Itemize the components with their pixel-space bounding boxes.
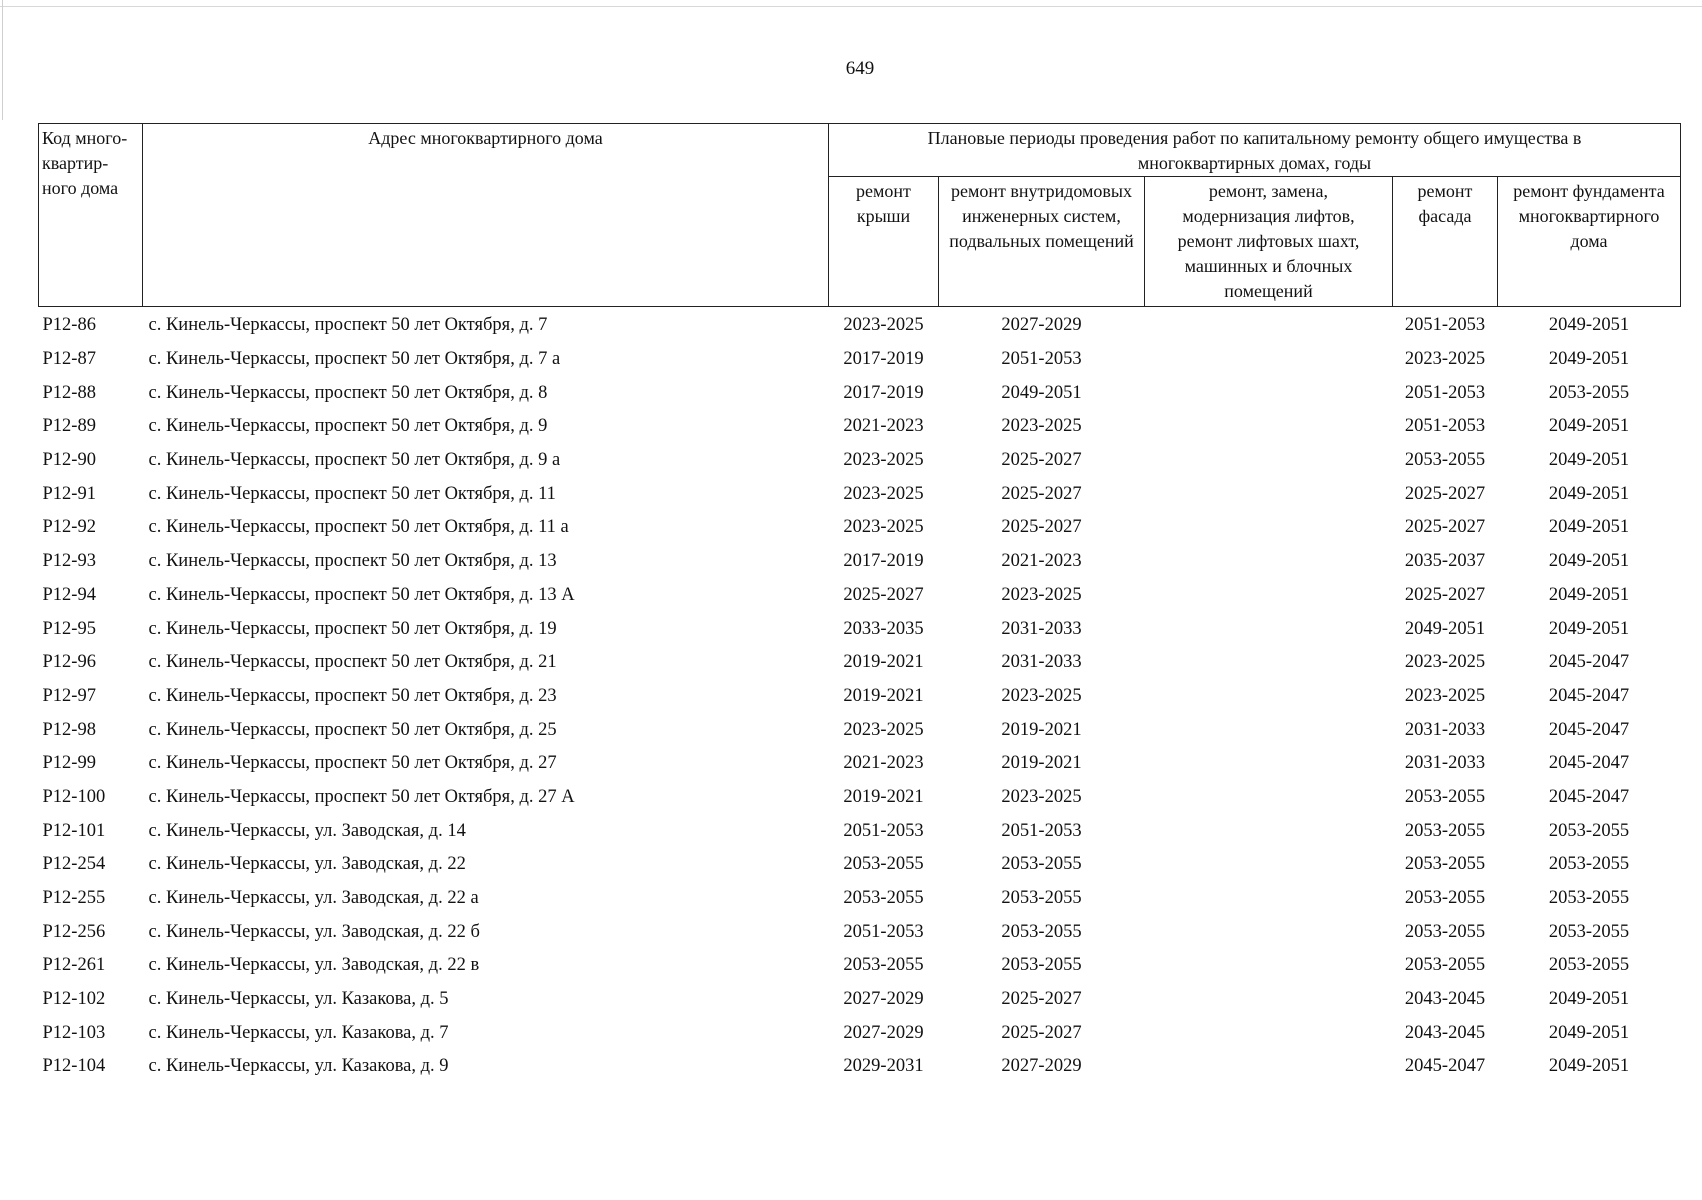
table-row (39, 376, 1681, 410)
cell-address: с. Кинель-Черкассы, ул. Заводская, д. 22 а (148, 888, 479, 909)
cell-foundation: 2049-2051 (1548, 416, 1630, 437)
cell-engineering: 2025-2027 (1001, 483, 1082, 504)
cell-foundation: 2049-2051 (1548, 1022, 1630, 1043)
table-row (39, 848, 1681, 882)
cell-address: с. Кинель-Черкассы, проспект 50 лет Октября, д. 13 А (148, 584, 575, 605)
cell-facade: 2051-2053 (1404, 315, 1486, 336)
table-row (39, 915, 1681, 949)
table-row (39, 410, 1681, 444)
table-row (39, 511, 1681, 545)
cell-elevators (1145, 814, 1393, 848)
cell-facade: 2045-2047 (1404, 1056, 1486, 1077)
cell-roof: 2051-2053 (843, 820, 924, 841)
cell-code: Р12-90 (42, 450, 96, 471)
cell-address: с. Кинель-Черкассы, проспект 50 лет Октября, д. 25 (148, 719, 557, 740)
cell-foundation: 2049-2051 (1548, 1056, 1630, 1077)
cell-address: с. Кинель-Черкассы, проспект 50 лет Октября, д. 11 (148, 483, 556, 504)
cell-engineering: 2027-2029 (1001, 1056, 1082, 1077)
cell-roof: 2053-2055 (843, 854, 924, 875)
cell-code: Р12-86 (42, 315, 96, 336)
cell-engineering: 2053-2055 (1001, 854, 1082, 875)
cell-roof: 2023-2025 (843, 315, 924, 336)
cell-roof: 2017-2019 (843, 382, 924, 403)
cell-facade: 2053-2055 (1404, 786, 1486, 807)
cell-roof: 2029-2031 (843, 1056, 924, 1077)
cell-elevators (1145, 444, 1393, 478)
cell-foundation: 2045-2047 (1548, 685, 1630, 706)
cell-foundation: 2045-2047 (1548, 652, 1630, 673)
cell-code: Р12-87 (42, 349, 96, 370)
header-address: Адрес многоквартирного дома (143, 124, 829, 307)
cell-elevators (1145, 545, 1393, 579)
cell-facade: 2031-2033 (1404, 719, 1486, 740)
cell-engineering: 2053-2055 (1001, 888, 1082, 909)
cell-facade: 2023-2025 (1404, 685, 1486, 706)
table-row (39, 612, 1681, 646)
cell-engineering: 2031-2033 (1001, 618, 1082, 639)
cell-foundation: 2049-2051 (1548, 989, 1630, 1010)
header-elevators: ремонт, замена, модернизация лифтов, ремонт лифтовых шахт, машинных и блочных помещений (1145, 177, 1393, 307)
cell-roof: 2023-2025 (843, 483, 924, 504)
cell-code: Р12-98 (42, 719, 96, 740)
table-row (39, 579, 1681, 613)
cell-code: Р12-93 (42, 551, 96, 572)
cell-foundation: 2049-2051 (1548, 618, 1630, 639)
page-number: 649 (845, 58, 875, 79)
table-row (39, 882, 1681, 916)
cell-foundation: 2053-2055 (1548, 921, 1630, 942)
cell-code: Р12-261 (42, 955, 106, 976)
cell-elevators (1145, 646, 1393, 680)
cell-roof: 2021-2023 (843, 416, 924, 437)
cell-code: Р12-97 (42, 685, 96, 706)
cell-address: с. Кинель-Черкассы, ул. Заводская, д. 22 в (148, 955, 480, 976)
cell-roof: 2027-2029 (843, 989, 924, 1010)
cell-code: Р12-256 (42, 921, 106, 942)
cell-engineering: 2025-2027 (1001, 450, 1082, 471)
cell-engineering: 2025-2027 (1001, 989, 1082, 1010)
cell-foundation: 2049-2051 (1548, 584, 1630, 605)
repair-schedule-table (38, 123, 1681, 1084)
cell-engineering: 2051-2053 (1001, 349, 1082, 370)
cell-address: с. Кинель-Черкассы, ул. Казакова, д. 9 (148, 1056, 449, 1077)
cell-engineering: 2053-2055 (1001, 921, 1082, 942)
cell-facade: 2049-2051 (1404, 618, 1486, 639)
table-row (39, 713, 1681, 747)
cell-elevators (1145, 612, 1393, 646)
cell-foundation: 2049-2051 (1548, 315, 1630, 336)
cell-foundation: 2045-2047 (1548, 786, 1630, 807)
header-code: Код много- квартир- ного дома (39, 124, 143, 307)
header-roof: ремонт крыши (829, 177, 939, 307)
cell-elevators (1145, 511, 1393, 545)
table-row (39, 307, 1681, 343)
cell-address: с. Кинель-Черкассы, ул. Казакова, д. 5 (148, 989, 449, 1010)
cell-engineering: 2051-2053 (1001, 820, 1082, 841)
cell-roof: 2027-2029 (843, 1022, 924, 1043)
cell-code: Р12-96 (42, 652, 96, 673)
cell-engineering: 2023-2025 (1001, 584, 1082, 605)
cell-engineering: 2027-2029 (1001, 315, 1082, 336)
cell-address: с. Кинель-Черкассы, проспект 50 лет Октября, д. 21 (148, 652, 557, 673)
cell-code: Р12-91 (42, 483, 96, 504)
cell-engineering: 2025-2027 (1001, 517, 1082, 538)
table-row (39, 444, 1681, 478)
cell-roof: 2019-2021 (843, 786, 924, 807)
cell-foundation: 2049-2051 (1548, 551, 1630, 572)
cell-code: Р12-102 (42, 989, 106, 1010)
header-facade: ремонт фасада (1393, 177, 1498, 307)
table-row (39, 680, 1681, 714)
table-row (39, 814, 1681, 848)
cell-engineering: 2021-2023 (1001, 551, 1082, 572)
cell-facade: 2025-2027 (1404, 517, 1486, 538)
cell-roof: 2033-2035 (843, 618, 924, 639)
table-row (39, 646, 1681, 680)
cell-code: Р12-101 (42, 820, 106, 841)
cell-elevators (1145, 848, 1393, 882)
cell-facade: 2051-2053 (1404, 382, 1486, 403)
header-periods-group: Плановые периоды проведения работ по капитальному ремонту общего имущества в многоквартирных домах, годы (829, 124, 1681, 177)
cell-code: Р12-89 (42, 416, 96, 437)
cell-facade: 2035-2037 (1404, 551, 1486, 572)
cell-code: Р12-88 (42, 382, 96, 403)
table-row (39, 1016, 1681, 1050)
cell-address: с. Кинель-Черкассы, проспект 50 лет Октября, д. 8 (148, 382, 548, 403)
cell-elevators (1145, 410, 1393, 444)
cell-facade: 2025-2027 (1404, 584, 1486, 605)
cell-roof: 2023-2025 (843, 517, 924, 538)
cell-address: с. Кинель-Черкассы, проспект 50 лет Октября, д. 7 (148, 315, 548, 336)
cell-code: Р12-95 (42, 618, 96, 639)
cell-code: Р12-104 (42, 1056, 106, 1077)
cell-elevators (1145, 1050, 1393, 1084)
cell-roof: 2053-2055 (843, 955, 924, 976)
cell-elevators (1145, 376, 1393, 410)
header-foundation: ремонт фундамента многоквартирного дома (1498, 177, 1681, 307)
table-body (39, 307, 1681, 1084)
table-row (39, 477, 1681, 511)
cell-code: Р12-100 (42, 786, 106, 807)
cell-facade: 2023-2025 (1404, 349, 1486, 370)
table-row (39, 1050, 1681, 1084)
header-engineering: ремонт внутридомовых инженерных систем, подвальных помещений (939, 177, 1145, 307)
scan-edge-line (0, 6, 1702, 7)
cell-roof: 2053-2055 (843, 888, 924, 909)
table-row (39, 949, 1681, 983)
cell-address: с. Кинель-Черкассы, проспект 50 лет Октября, д. 9 а (148, 450, 561, 471)
cell-elevators (1145, 949, 1393, 983)
cell-facade: 2051-2053 (1404, 416, 1486, 437)
cell-code: Р12-94 (42, 584, 96, 605)
cell-code: Р12-103 (42, 1022, 106, 1043)
cell-elevators (1145, 983, 1393, 1017)
cell-foundation: 2049-2051 (1548, 483, 1630, 504)
cell-engineering: 2049-2051 (1001, 382, 1082, 403)
cell-address: с. Кинель-Черкассы, проспект 50 лет Октября, д. 9 (148, 416, 548, 437)
cell-facade: 2053-2055 (1404, 921, 1486, 942)
cell-facade: 2043-2045 (1404, 1022, 1486, 1043)
cell-elevators (1145, 307, 1393, 343)
cell-elevators (1145, 1016, 1393, 1050)
cell-address: с. Кинель-Черкассы, проспект 50 лет Октября, д. 13 (148, 551, 557, 572)
cell-address: с. Кинель-Черкассы, проспект 50 лет Октября, д. 19 (148, 618, 557, 639)
cell-facade: 2053-2055 (1404, 854, 1486, 875)
cell-address: с. Кинель-Черкассы, проспект 50 лет Октября, д. 7 а (148, 349, 561, 370)
cell-roof: 2017-2019 (843, 551, 924, 572)
cell-foundation: 2053-2055 (1548, 382, 1630, 403)
cell-address: с. Кинель-Черкассы, ул. Заводская, д. 14 (148, 820, 466, 841)
cell-engineering: 2023-2025 (1001, 786, 1082, 807)
cell-facade: 2031-2033 (1404, 753, 1486, 774)
cell-address: с. Кинель-Черкассы, проспект 50 лет Октября, д. 27 А (148, 786, 575, 807)
cell-code: Р12-92 (42, 517, 96, 538)
cell-facade: 2023-2025 (1404, 652, 1486, 673)
cell-engineering: 2019-2021 (1001, 719, 1082, 740)
cell-elevators (1145, 915, 1393, 949)
cell-facade: 2043-2045 (1404, 989, 1486, 1010)
cell-foundation: 2049-2051 (1548, 517, 1630, 538)
cell-facade: 2053-2055 (1404, 450, 1486, 471)
cell-address: с. Кинель-Черкассы, проспект 50 лет Октября, д. 27 (148, 753, 557, 774)
cell-address: с. Кинель-Черкассы, проспект 50 лет Октября, д. 11 а (148, 517, 569, 538)
cell-engineering: 2019-2021 (1001, 753, 1082, 774)
cell-foundation: 2053-2055 (1548, 820, 1630, 841)
cell-facade: 2025-2027 (1404, 483, 1486, 504)
cell-roof: 2023-2025 (843, 719, 924, 740)
cell-roof: 2051-2053 (843, 921, 924, 942)
cell-facade: 2053-2055 (1404, 820, 1486, 841)
cell-engineering: 2023-2025 (1001, 416, 1082, 437)
cell-foundation: 2053-2055 (1548, 955, 1630, 976)
cell-address: с. Кинель-Черкассы, проспект 50 лет Октября, д. 23 (148, 685, 557, 706)
cell-roof: 2023-2025 (843, 450, 924, 471)
cell-roof: 2019-2021 (843, 652, 924, 673)
table-row (39, 983, 1681, 1017)
cell-roof: 2019-2021 (843, 685, 924, 706)
table-row (39, 343, 1681, 377)
cell-elevators (1145, 713, 1393, 747)
cell-address: с. Кинель-Черкассы, ул. Заводская, д. 22 б (148, 921, 480, 942)
cell-roof: 2017-2019 (843, 349, 924, 370)
cell-foundation: 2053-2055 (1548, 854, 1630, 875)
cell-foundation: 2049-2051 (1548, 450, 1630, 471)
cell-code: Р12-99 (42, 753, 96, 774)
table-row (39, 781, 1681, 815)
cell-roof: 2021-2023 (843, 753, 924, 774)
cell-elevators (1145, 781, 1393, 815)
cell-foundation: 2045-2047 (1548, 719, 1630, 740)
cell-elevators (1145, 579, 1393, 613)
cell-address: с. Кинель-Черкассы, ул. Казакова, д. 7 (148, 1022, 449, 1043)
cell-roof: 2025-2027 (843, 584, 924, 605)
cell-elevators (1145, 680, 1393, 714)
cell-engineering: 2023-2025 (1001, 685, 1082, 706)
cell-foundation: 2049-2051 (1548, 349, 1630, 370)
cell-engineering: 2031-2033 (1001, 652, 1082, 673)
cell-code: Р12-254 (42, 854, 106, 875)
cell-code: Р12-255 (42, 888, 106, 909)
cell-facade: 2053-2055 (1404, 888, 1486, 909)
cell-foundation: 2045-2047 (1548, 753, 1630, 774)
cell-elevators (1145, 882, 1393, 916)
cell-address: с. Кинель-Черкассы, ул. Заводская, д. 22 (148, 854, 466, 875)
cell-facade: 2053-2055 (1404, 955, 1486, 976)
table-row (39, 747, 1681, 781)
cell-elevators (1145, 747, 1393, 781)
cell-engineering: 2025-2027 (1001, 1022, 1082, 1043)
table-row (39, 545, 1681, 579)
cell-elevators (1145, 343, 1393, 377)
cell-elevators (1145, 477, 1393, 511)
cell-engineering: 2053-2055 (1001, 955, 1082, 976)
cell-foundation: 2053-2055 (1548, 888, 1630, 909)
